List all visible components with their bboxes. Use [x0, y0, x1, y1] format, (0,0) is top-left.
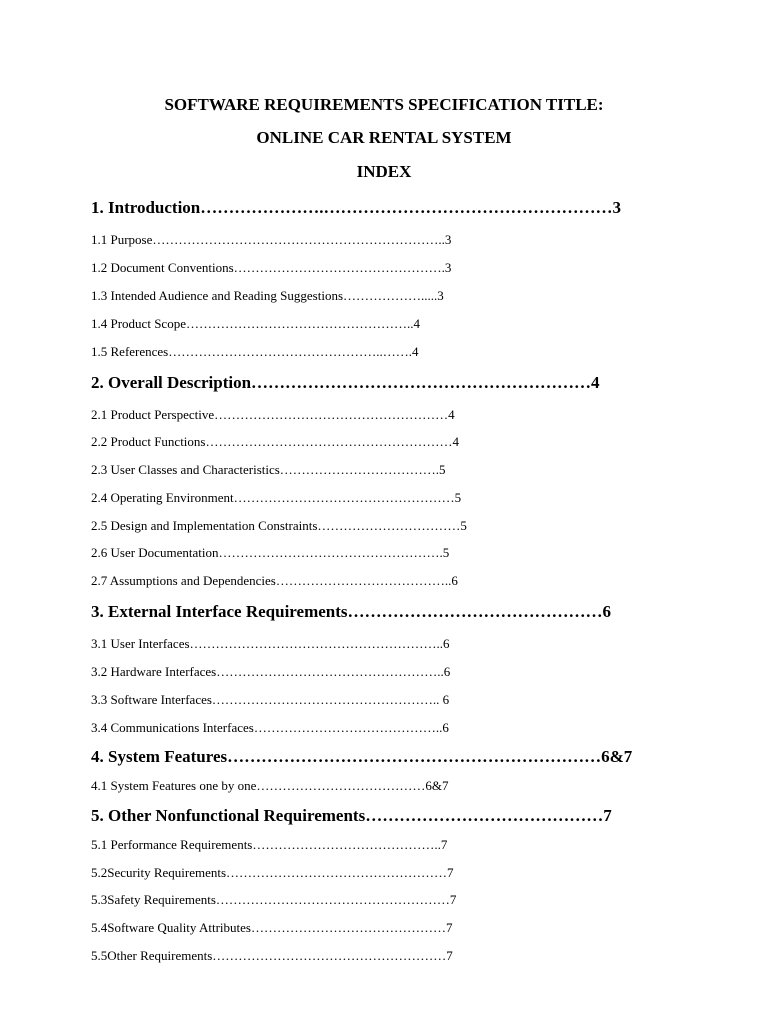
toc-entry-5-2: 5.2Security Requirements……………………………………………7 [91, 865, 454, 880]
toc-section-4: 4. System Features…………………………………………………………6&7 [91, 747, 633, 766]
toc-entry-2-5: 2.5 Design and Implementation Constraints……………………………5 [91, 518, 467, 533]
toc-section-2: 2. Overall Description……………………………………………………4 [91, 373, 600, 392]
toc-entry-3-4: 3.4 Communications Interfaces……………………………………..6 [91, 720, 449, 735]
toc-section-1: 1. Introduction………………….……………………………………………3 [91, 198, 622, 217]
document-title: SOFTWARE REQUIREMENTS SPECIFICATION TITLE: [164, 95, 604, 114]
toc-entry-3-1: 3.1 User Interfaces…………………………………………………..6 [91, 636, 450, 651]
toc-entry-2-1: 2.1 Product Perspective………………………………………………4 [91, 407, 455, 422]
toc-entry-1-1: 1.1 Purpose…………………………………………………………..3 [91, 232, 452, 247]
toc-entry-2-6: 2.6 User Documentation…………………………………………….5 [91, 545, 450, 560]
toc-entry-2-3: 2.3 User Classes and Characteristics……………………………….5 [91, 462, 446, 477]
toc-entry-3-2: 3.2 Hardware Interfaces……………………………………………..6 [91, 664, 451, 679]
toc-entry-5-3: 5.3Safety Requirements………………………………………………7 [91, 892, 457, 907]
toc-section-3: 3. External Interface Requirements………………………………………6 [91, 602, 612, 621]
toc-entry-5-4: 5.4Software Quality Attributes………………………………………7 [91, 920, 453, 935]
toc-entry-5-5: 5.5Other Requirements………………………………………………7 [91, 948, 453, 963]
toc-entry-4-1: 4.1 System Features one by one…………………………………6&7 [91, 778, 449, 793]
toc-entry-3-3: 3.3 Software Interfaces…………………………………………….. 6 [91, 692, 450, 707]
toc-entry-5-1: 5.1 Performance Requirements……………………………………..7 [91, 837, 448, 852]
toc-entry-2-4: 2.4 Operating Environment……………………………………………5 [91, 490, 462, 505]
toc-entry-1-5: 1.5 References…………………………………………..…….4 [91, 344, 419, 359]
toc-entry-1-2: 1.2 Document Conventions………………………………………….3 [91, 260, 452, 275]
toc-entry-1-3: 1.3 Intended Audience and Reading Suggestions……………….....3 [91, 288, 444, 303]
toc-entry-2-7: 2.7 Assumptions and Dependencies…………………………………..6 [91, 573, 458, 588]
toc-entry-1-4: 1.4 Product Scope……………………………………………..4 [91, 316, 420, 331]
toc-section-5: 5. Other Nonfunctional Requirements……………………………………7 [91, 806, 612, 825]
toc-entry-2-2: 2.2 Product Functions…………………………………………………4 [91, 434, 459, 449]
document-subtitle: ONLINE CAR RENTAL SYSTEM [256, 128, 512, 147]
index-heading: INDEX [356, 162, 412, 181]
